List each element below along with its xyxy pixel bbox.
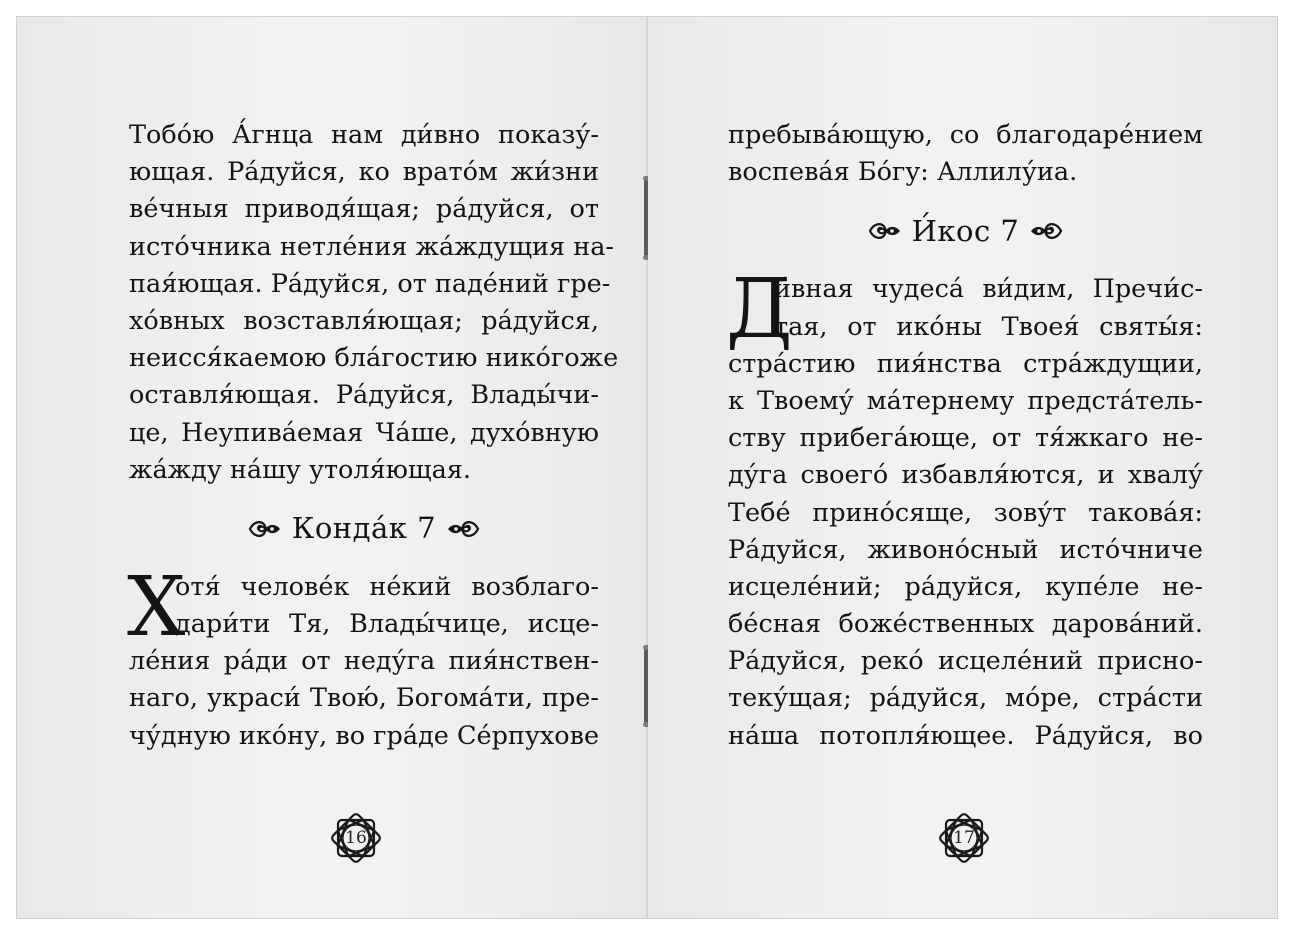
text-line: стра́стию пия́нства стра́ждущии, xyxy=(728,348,1203,379)
page-number: 17 xyxy=(953,828,975,848)
text-line: пребыва́ющую, со благодаре́нием xyxy=(728,120,1203,150)
text-line: наго, украси́ Твою́, Богома́ти, пре- xyxy=(129,683,599,714)
text-line: неисся́каемою бла́гостию нико́гоже xyxy=(129,343,619,374)
drop-cap: Х xyxy=(127,559,186,655)
text-line: воспева́я Бо́гу: Аллилу́иа. xyxy=(728,157,1078,188)
text-line: ду́га своего́ избавля́ются, и хвалу́ xyxy=(728,460,1203,491)
text-line: пая́ющая. Ра́дуйся, от паде́ний гре- xyxy=(129,268,611,299)
text-line: и́вная чудеса́ ви́дим, Пречи́с- xyxy=(774,274,1203,305)
section-heading-kondak xyxy=(129,489,599,569)
text-line: бе́сная боже́ственных дарова́ний. xyxy=(728,609,1203,640)
kondak-paragraph xyxy=(127,559,600,755)
ornament-left-icon xyxy=(868,220,902,242)
text-line: чу́дную ико́ну, во гра́де Се́рпухове xyxy=(129,720,600,751)
text-line: к Твоему́ ма́тернему предста́тель- xyxy=(728,385,1203,416)
section-heading-ikos xyxy=(728,191,1203,271)
text-line: Тебе́ прино́сяще, зову́т такова́я: xyxy=(728,497,1203,528)
text-line: отя́ челове́к не́кий возблаго- xyxy=(175,571,599,602)
page-number-badge xyxy=(931,805,997,871)
ornament-right-icon xyxy=(446,518,480,540)
ornament-right-icon xyxy=(1029,220,1063,242)
text-line: ве́чныя приводя́щая; ра́дуйся, от xyxy=(129,194,599,225)
text-line: хо́вных возставля́ющая; ра́дуйся, xyxy=(129,305,599,336)
text-line: ющая. Ра́дуйся, ко врато́м жи́зни xyxy=(129,157,599,188)
text-line: це, Неупива́емая Ча́ше, духо́вную xyxy=(129,417,599,448)
text-line: тая, от ико́ны Твоея́ святы́я: xyxy=(774,311,1203,342)
heading-text: И́кос 7 xyxy=(911,213,1020,248)
heading-text: Конда́к 7 xyxy=(291,511,437,546)
text-line: дари́ти Тя, Влады́чице, исце- xyxy=(175,609,599,640)
text-line: Ра́дуйся, живоно́сный исто́чниче xyxy=(728,534,1203,565)
left-page xyxy=(17,17,648,918)
right-page xyxy=(648,17,1277,918)
ikos-paragraph xyxy=(726,262,1203,754)
text-line: жа́жду на́шу утоля́ющая. xyxy=(129,454,471,485)
ornament-left-icon xyxy=(248,518,282,540)
text-line: оставля́ющая. Ра́дуйся, Влады́чи- xyxy=(129,380,599,411)
text-line: на́ша потопля́ющее. Ра́дуйся, во xyxy=(728,720,1203,751)
text-line: ству прибега́юще, от тя́жкаго не- xyxy=(728,423,1203,454)
right-page-text xyxy=(728,117,1203,755)
page-number: 16 xyxy=(345,828,367,848)
text-line: исцеле́ний; ра́дуйся, купе́ле не- xyxy=(728,571,1203,602)
text-line: ле́ния ра́ди от неду́га пия́нствен- xyxy=(129,646,599,677)
page-number-badge xyxy=(323,805,389,871)
left-page-text xyxy=(127,117,619,755)
text-line: Ра́дуйся, реко́ исцеле́ний присно- xyxy=(728,646,1203,677)
text-line: теку́щая; ра́дуйся, мо́ре, стра́сти xyxy=(728,683,1203,714)
drop-cap: Д xyxy=(726,262,793,358)
text-line: Тобо́ю А́гнца нам ди́вно показу́- xyxy=(129,120,599,150)
text-line: исто́чника нетле́ния жа́ждущия на- xyxy=(129,231,615,262)
book-spread xyxy=(16,16,1278,919)
